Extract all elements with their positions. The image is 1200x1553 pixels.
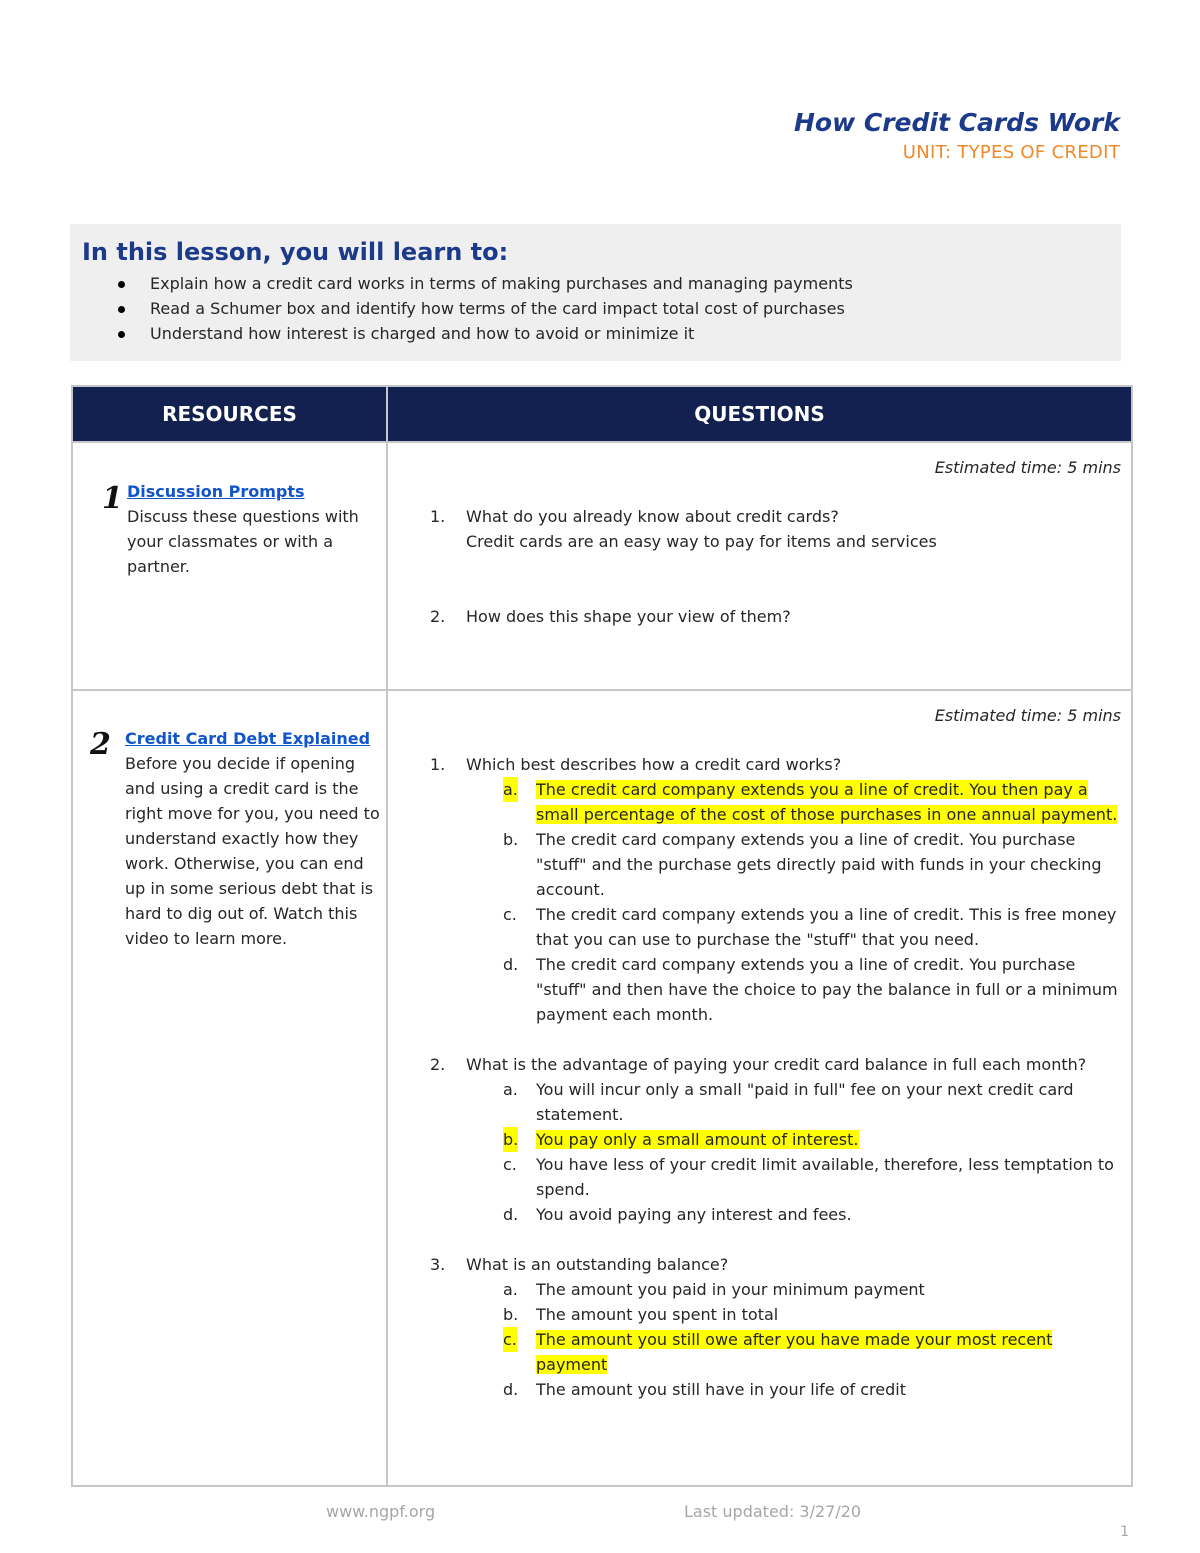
resource-cell (72, 690, 387, 1486)
estimated-time: Estimated time: 5 mins (934, 706, 1121, 725)
answer-option: a. The credit card company extends you a line of credit. You then pay a small percentage of the cost of those purchases in one annual payment. (398, 777, 1121, 827)
question-text: What do you already know about credit cards? (466, 507, 839, 526)
credit-card-debt-video-link[interactable]: Credit Card Debt Explained (125, 729, 371, 748)
answer-option: d. The amount you still have in your life of credit (503, 1380, 906, 1399)
answer-option: c. You have less of your credit limit available, therefore, less temptation to spend. (503, 1155, 1114, 1199)
estimated-time: Estimated time: 5 mins (934, 458, 1121, 477)
bullet-icon (118, 331, 125, 338)
objective-item: Read a Schumer box and identify how terms of the card impact total cost of purchases (82, 296, 1109, 321)
answer-option: c. The credit card company extends you a line of credit. This is free money that you can use to purchase the "stuff" that you need. (503, 905, 1117, 949)
bullet-icon (118, 306, 125, 313)
correct-answer: The credit card company extends you a line of credit. You then pay a small percentage of the cost of those purchases in one annual payment. (536, 780, 1118, 824)
question-item: 1. What do you already know about credit cards? Credit cards are an easy way to pay for items and services (398, 504, 1121, 554)
answer-option: b. The credit card company extends you a line of credit. You purchase "stuff" and the purchase gets directly paid with funds in your checking account. (503, 830, 1102, 899)
questions-cell (387, 442, 1132, 690)
section-number: 2 (90, 727, 111, 762)
objectives-box (70, 224, 1121, 361)
objectives-heading: In this lesson, you will learn to: (82, 238, 509, 266)
question-item: 1. Which best describes how a credit card works? (398, 752, 1121, 777)
question-item: 2. How does this shape your view of them? (398, 604, 1121, 629)
objective-item: Understand how interest is charged and how to avoid or minimize it (82, 321, 1109, 346)
resource-content (125, 726, 383, 951)
lesson-table (71, 385, 1133, 1487)
discussion-prompts-link[interactable]: Discussion Prompts (127, 482, 305, 501)
answer-option: a. The amount you paid in your minimum payment (503, 1280, 925, 1299)
table-row (72, 690, 1132, 1486)
question-item: 3. What is an outstanding balance? (398, 1252, 1121, 1277)
unit-label: UNIT: TYPES OF CREDIT (902, 142, 1120, 163)
answer-option: c. The amount you still owe after you have made your most recent payment (398, 1327, 1121, 1377)
question-item: 2. What is the advantage of paying your credit card balance in full each month? (398, 1052, 1121, 1077)
resources-column-header: RESOURCES (72, 386, 387, 442)
answer-option: d. You avoid paying any interest and fees. (503, 1205, 852, 1224)
question-text: What is an outstanding balance? (466, 1255, 729, 1274)
question-text: What is the advantage of paying your credit card balance in full each month? (466, 1055, 1087, 1074)
answer-option: b. The amount you spent in total (503, 1305, 779, 1324)
table-header-row (72, 386, 1132, 442)
questions-cell (387, 690, 1132, 1486)
answer-text: Credit cards are an easy way to pay for items and services (466, 532, 937, 551)
question-text: Which best describes how a credit card works? (466, 755, 842, 774)
table-row (72, 442, 1132, 690)
resource-description: Discuss these questions with your classmates or with a partner. (127, 507, 359, 576)
objective-item: Explain how a credit card works in terms of making purchases and managing payments (82, 271, 1109, 296)
answer-option: b. You pay only a small amount of interest. (398, 1127, 1121, 1152)
resource-content (127, 479, 385, 579)
objectives-list (82, 271, 1109, 346)
document-title: How Credit Cards Work (793, 108, 1120, 137)
correct-answer: The amount you still owe after you have made your most recent payment (536, 1330, 1053, 1374)
resource-description: Before you decide if opening and using a credit card is the right move for you, you need to understand exactly how they work. Otherwise, you can end up in some serious debt that is hard to dig out of. Watch this video to learn more. (125, 754, 380, 948)
answer-option: d. The credit card company extends you a line of credit. You purchase "stuff" and then have the choice to pay the balance in full or a minimum payment each month. (503, 955, 1118, 1024)
resource-cell (72, 442, 387, 690)
correct-answer: You pay only a small amount of interest. (536, 1130, 859, 1149)
question-text: How does this shape your view of them? (466, 607, 791, 626)
questions-column-header: QUESTIONS (387, 386, 1132, 442)
footer-url: www.ngpf.org (326, 1502, 436, 1521)
answer-option: a. You will incur only a small "paid in full" fee on your next credit card statement. (503, 1080, 1074, 1124)
section-number: 1 (102, 481, 123, 516)
bullet-icon (118, 281, 125, 288)
document-header (794, 106, 1120, 166)
page-number: 1 (1120, 1524, 1129, 1540)
footer-last-updated: Last updated: 3/27/20 (684, 1502, 862, 1521)
